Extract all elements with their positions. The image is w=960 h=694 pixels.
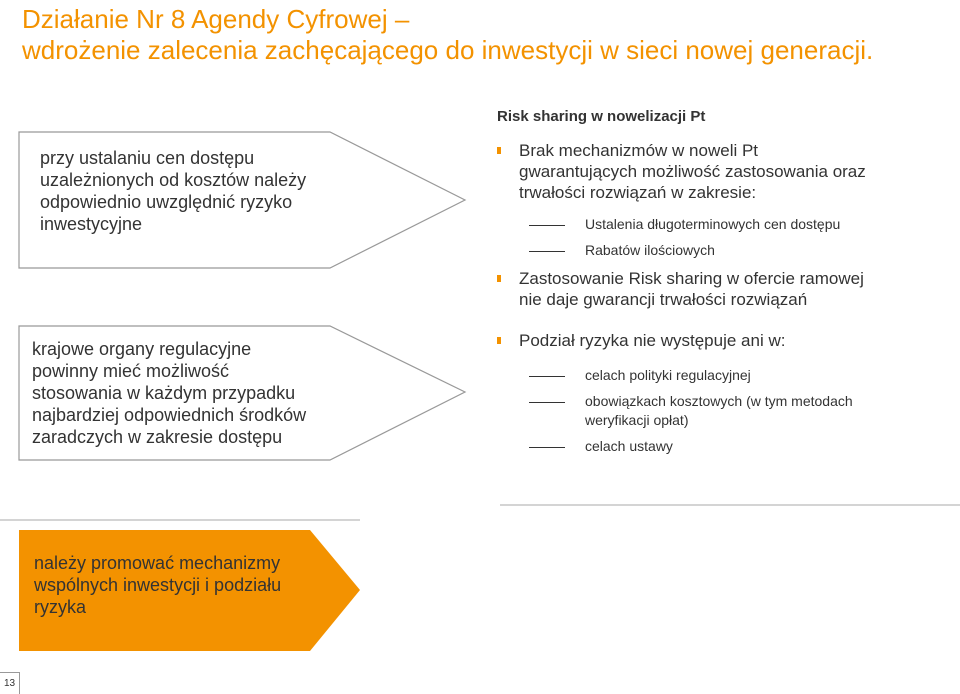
dash-icon [529, 402, 565, 403]
title-line-1: Działanie Nr 8 Agendy Cyfrowej – [22, 4, 410, 34]
bullet-square-icon [497, 337, 501, 344]
bullet-2: Zastosowanie Risk sharing w ofercie ramowej nie daje gwarancji trwałości rozwiązań [497, 268, 952, 310]
dash-icon [529, 251, 565, 252]
sub-item: celach ustawy [497, 437, 952, 456]
dash-icon [529, 225, 565, 226]
title-line-2: wdrożenie zalecenia zachęcającego do inwestycji w sieci nowej generacji. [22, 35, 874, 65]
bullet-1: Brak mechanizmów w noweli Pt gwarantujących możliwość zastosowania oraz trwałości rozwiązań w zakresie: [497, 140, 952, 203]
sub-item: obowiązkach kosztowych (w tym metodach weryfikacji opłat) [497, 392, 952, 430]
dash-icon [529, 376, 565, 377]
box-3-text: należy promować mechanizmy wspólnych inwestycji i podziału ryzyka [34, 553, 282, 617]
bullet-3: Podział ryzyka nie występuje ani w: [497, 330, 952, 351]
dash-icon [529, 447, 565, 448]
sub-item: Ustalenia długoterminowych cen dostępu [497, 215, 952, 234]
box-2-text: krajowe organy regulacyjne powinny mieć możliwość stosowania w każdym przypadku najbardziej odpowiednich środków zaradczych w zakresie dostępu [32, 339, 307, 447]
box-1-text: przy ustalaniu cen dostępu uzależnionych od kosztów należy odpowiednio uwzględnić ryzyko inwestycyjne [40, 148, 307, 234]
risk-sharing-heading: Risk sharing w nowelizacji Pt [497, 108, 706, 125]
page-number: 13 [0, 672, 20, 694]
sub-item: Rabatów ilościowych [497, 241, 952, 260]
bullet-square-icon [497, 147, 501, 154]
sub-item: celach polityki regulacyjnej [497, 366, 952, 385]
bullet-square-icon [497, 275, 501, 282]
risk-sharing-panel [497, 108, 952, 456]
